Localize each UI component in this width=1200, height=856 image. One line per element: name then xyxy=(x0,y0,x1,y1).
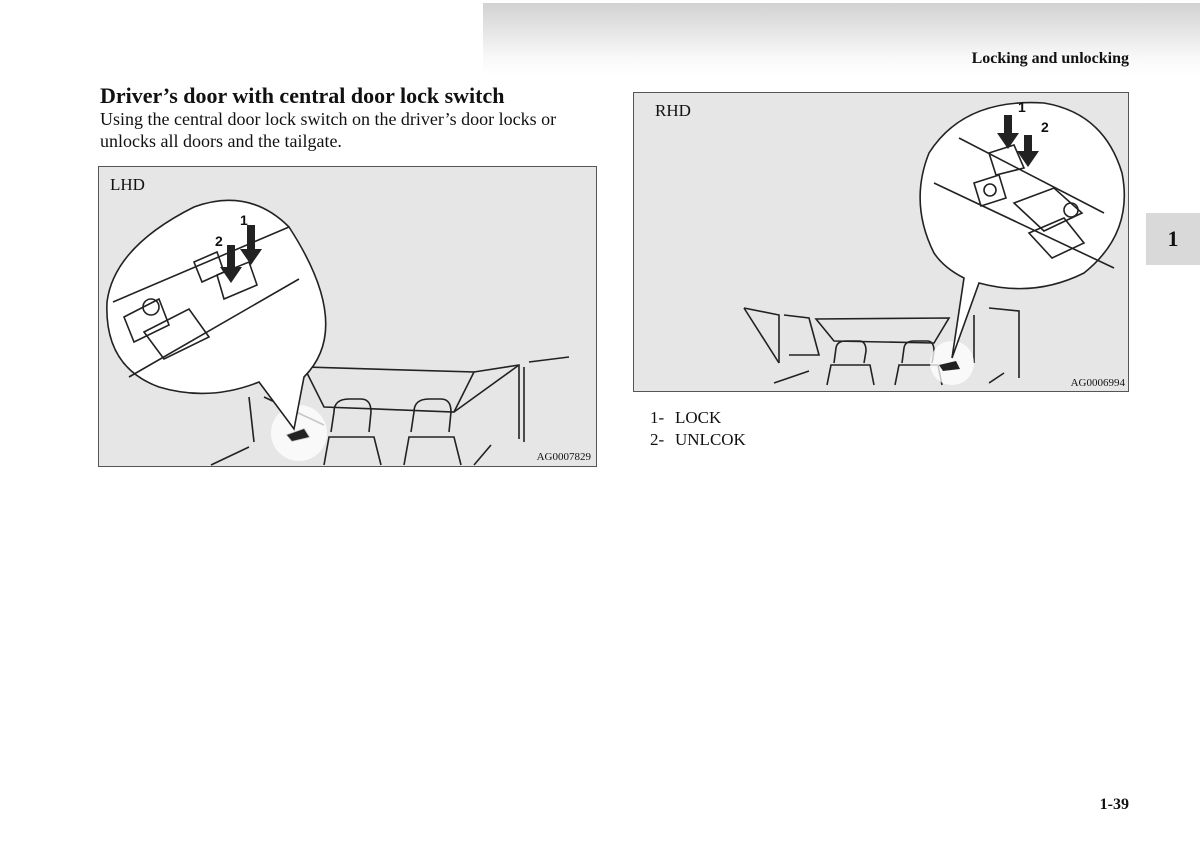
page-number: 1-39 xyxy=(1099,796,1129,813)
legend-number: 2- xyxy=(650,430,665,449)
legend-text: UNLCOK xyxy=(675,430,746,449)
legend-item xyxy=(650,407,746,429)
legend-number: 1- xyxy=(650,408,665,427)
rhd-illustration xyxy=(634,93,1128,391)
callout-1: 1 xyxy=(1018,99,1026,115)
lhd-illustration xyxy=(99,167,596,466)
figure-code: AG0006994 xyxy=(1070,377,1125,389)
chapter-tab[interactable]: 1 xyxy=(1146,213,1200,265)
body-paragraph: Using the central door lock switch on the driver’s door locks or unlocks all doors and the tailgate. xyxy=(100,109,557,151)
figure-label: LHD xyxy=(110,175,145,194)
figure-code: AG0007829 xyxy=(536,451,591,463)
callout-2: 2 xyxy=(1041,119,1049,135)
callout-2: 2 xyxy=(215,233,223,249)
rhd-figure xyxy=(633,92,1129,392)
section-heading: Driver’s door with central door lock switch xyxy=(100,83,505,108)
callout-legend xyxy=(650,407,746,451)
section-title: Locking and unlocking xyxy=(971,50,1129,67)
figure-label: RHD xyxy=(655,101,691,120)
legend-text: LOCK xyxy=(675,408,722,427)
callout-1: 1 xyxy=(240,212,248,228)
lhd-figure xyxy=(98,166,597,467)
legend-item xyxy=(650,429,746,451)
